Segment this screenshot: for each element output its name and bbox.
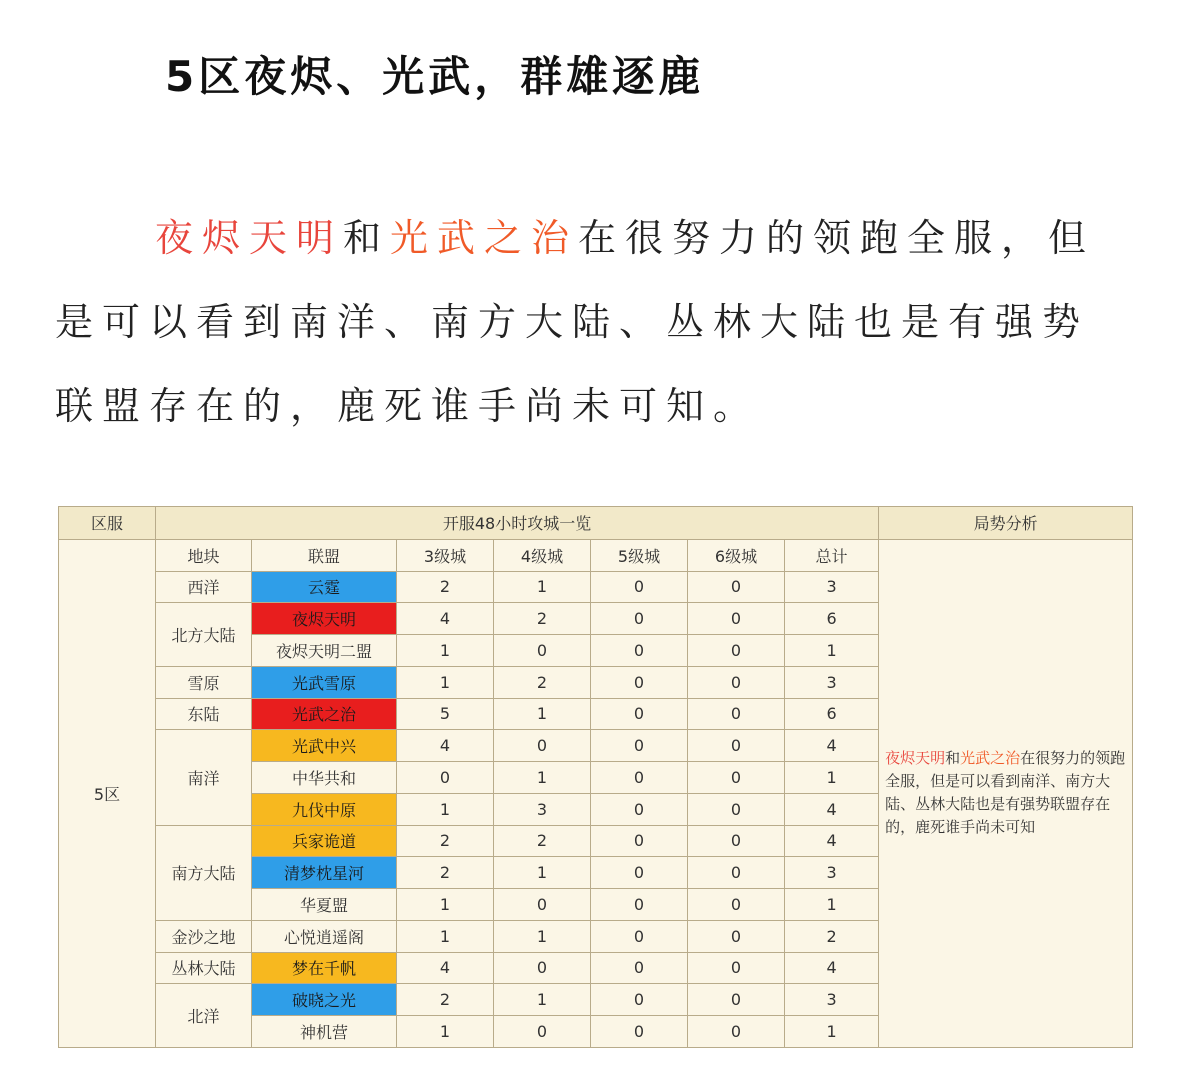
header-zone: 区服 — [59, 507, 156, 540]
region-cell: 西洋 — [156, 571, 252, 603]
count-cell-l3: 1 — [397, 635, 494, 667]
count-cell-l4: 1 — [494, 571, 591, 603]
count-cell-l5: 0 — [591, 698, 688, 730]
count-cell-l4: 0 — [494, 1016, 591, 1048]
count-cell-l5: 0 — [591, 825, 688, 857]
analysis-connector: 和 — [945, 749, 961, 768]
paragraph-line2: 是可以看到南洋、南方大陆、丛林大陆也是有强势 — [55, 300, 1090, 344]
count-cell-l4: 2 — [494, 666, 591, 698]
col-region: 地块 — [156, 539, 252, 571]
count-cell-l3: 1 — [397, 666, 494, 698]
analysis-text: 在很努力的领跑全服，但是可以看到南洋、南方大陆、丛林大陆也是有强势联盟存在的，鹿死谁手尚未可知 — [885, 749, 1126, 837]
siege-overview-table — [58, 506, 1133, 1048]
total-cell: 1 — [785, 635, 879, 667]
alliance-cell: 清梦枕星河 — [252, 857, 397, 889]
count-cell-l4: 0 — [494, 889, 591, 921]
count-cell-l5: 0 — [591, 793, 688, 825]
count-cell-l3: 1 — [397, 793, 494, 825]
total-cell: 4 — [785, 825, 879, 857]
region-cell: 东陆 — [156, 698, 252, 730]
count-cell-l3: 4 — [397, 730, 494, 762]
count-cell-l6: 0 — [688, 666, 785, 698]
count-cell-l4: 1 — [494, 857, 591, 889]
count-cell-l5: 0 — [591, 920, 688, 952]
count-cell-l6: 0 — [688, 1016, 785, 1048]
count-cell-l6: 0 — [688, 920, 785, 952]
alliance-cell: 光武雪原 — [252, 666, 397, 698]
count-cell-l4: 0 — [494, 952, 591, 984]
count-cell-l6: 0 — [688, 984, 785, 1016]
analysis-name-guangwu: 光武之治 — [960, 749, 1021, 768]
region-cell: 金沙之地 — [156, 920, 252, 952]
paragraph-line3: 联盟存在的，鹿死谁手尚未可知。 — [55, 384, 761, 428]
total-cell: 3 — [785, 857, 879, 889]
total-cell: 3 — [785, 666, 879, 698]
count-cell-l3: 5 — [397, 698, 494, 730]
count-cell-l6: 0 — [688, 603, 785, 635]
col-alliance: 联盟 — [252, 539, 397, 571]
count-cell-l3: 4 — [397, 603, 494, 635]
col-level3: 3级城 — [397, 539, 494, 571]
count-cell-l4: 1 — [494, 762, 591, 794]
count-cell-l4: 0 — [494, 730, 591, 762]
col-level6: 6级城 — [688, 539, 785, 571]
region-cell: 南方大陆 — [156, 825, 252, 920]
count-cell-l5: 0 — [591, 889, 688, 921]
paragraph-connector: 和 — [343, 216, 391, 260]
count-cell-l5: 0 — [591, 984, 688, 1016]
count-cell-l3: 2 — [397, 825, 494, 857]
alliance-cell: 云霆 — [252, 571, 397, 603]
count-cell-l5: 0 — [591, 730, 688, 762]
count-cell-l6: 0 — [688, 793, 785, 825]
count-cell-l4: 1 — [494, 698, 591, 730]
total-cell: 4 — [785, 793, 879, 825]
alliance-cell: 破晓之光 — [252, 984, 397, 1016]
total-cell: 1 — [785, 762, 879, 794]
table-header-row — [59, 507, 1133, 540]
zone-cell: 5区 — [59, 539, 156, 1047]
count-cell-l5: 0 — [591, 635, 688, 667]
count-cell-l4: 1 — [494, 920, 591, 952]
count-cell-l5: 0 — [591, 666, 688, 698]
count-cell-l3: 1 — [397, 889, 494, 921]
count-cell-l4: 2 — [494, 825, 591, 857]
count-cell-l5: 0 — [591, 762, 688, 794]
intro-paragraph — [55, 196, 1135, 448]
analysis-cell — [879, 539, 1133, 1047]
alliance-cell: 九伐中原 — [252, 793, 397, 825]
paragraph-line1: 在很努力的领跑全服，但 — [578, 216, 1096, 260]
count-cell-l6: 0 — [688, 635, 785, 667]
col-total: 总计 — [785, 539, 879, 571]
alliance-cell: 夜烬天明二盟 — [252, 635, 397, 667]
count-cell-l6: 0 — [688, 889, 785, 921]
count-cell-l6: 0 — [688, 825, 785, 857]
count-cell-l6: 0 — [688, 730, 785, 762]
region-cell: 丛林大陆 — [156, 952, 252, 984]
count-cell-l5: 0 — [591, 603, 688, 635]
alliance-cell: 光武之治 — [252, 698, 397, 730]
total-cell: 1 — [785, 889, 879, 921]
count-cell-l3: 4 — [397, 952, 494, 984]
alliance-cell: 华夏盟 — [252, 889, 397, 921]
total-cell: 6 — [785, 603, 879, 635]
alliance-cell: 心悦逍遥阁 — [252, 920, 397, 952]
alliance-cell: 梦在千帆 — [252, 952, 397, 984]
count-cell-l3: 1 — [397, 1016, 494, 1048]
analysis-name-yejin: 夜烬天明 — [885, 749, 946, 768]
header-analysis: 局势分析 — [879, 507, 1133, 540]
total-cell: 1 — [785, 1016, 879, 1048]
column-header-row — [59, 539, 1133, 571]
count-cell-l3: 2 — [397, 984, 494, 1016]
total-cell: 3 — [785, 571, 879, 603]
article-title: 5区夜烬、光武，群雄逐鹿 — [165, 52, 705, 101]
alliance-cell: 光武中兴 — [252, 730, 397, 762]
count-cell-l3: 1 — [397, 920, 494, 952]
count-cell-l4: 2 — [494, 603, 591, 635]
alliance-cell: 夜烬天明 — [252, 603, 397, 635]
region-cell: 北洋 — [156, 984, 252, 1048]
count-cell-l5: 0 — [591, 571, 688, 603]
count-cell-l4: 3 — [494, 793, 591, 825]
alliance-cell: 兵家诡道 — [252, 825, 397, 857]
count-cell-l6: 0 — [688, 571, 785, 603]
total-cell: 3 — [785, 984, 879, 1016]
header-overview: 开服48小时攻城一览 — [156, 507, 879, 540]
total-cell: 4 — [785, 952, 879, 984]
count-cell-l6: 0 — [688, 857, 785, 889]
count-cell-l3: 2 — [397, 571, 494, 603]
count-cell-l3: 2 — [397, 857, 494, 889]
count-cell-l4: 0 — [494, 635, 591, 667]
col-level5: 5级城 — [591, 539, 688, 571]
count-cell-l6: 0 — [688, 762, 785, 794]
count-cell-l5: 0 — [591, 1016, 688, 1048]
alliance-cell: 神机营 — [252, 1016, 397, 1048]
alliance-name-guangwu: 光武之治 — [390, 216, 579, 260]
count-cell-l5: 0 — [591, 857, 688, 889]
col-level4: 4级城 — [494, 539, 591, 571]
region-cell: 南洋 — [156, 730, 252, 825]
count-cell-l6: 0 — [688, 698, 785, 730]
region-cell: 雪原 — [156, 666, 252, 698]
count-cell-l3: 0 — [397, 762, 494, 794]
count-cell-l6: 0 — [688, 952, 785, 984]
count-cell-l4: 1 — [494, 984, 591, 1016]
region-cell: 北方大陆 — [156, 603, 252, 667]
count-cell-l5: 0 — [591, 952, 688, 984]
total-cell: 6 — [785, 698, 879, 730]
total-cell: 4 — [785, 730, 879, 762]
total-cell: 2 — [785, 920, 879, 952]
alliance-name-yejin: 夜烬天明 — [155, 216, 344, 260]
alliance-cell: 中华共和 — [252, 762, 397, 794]
